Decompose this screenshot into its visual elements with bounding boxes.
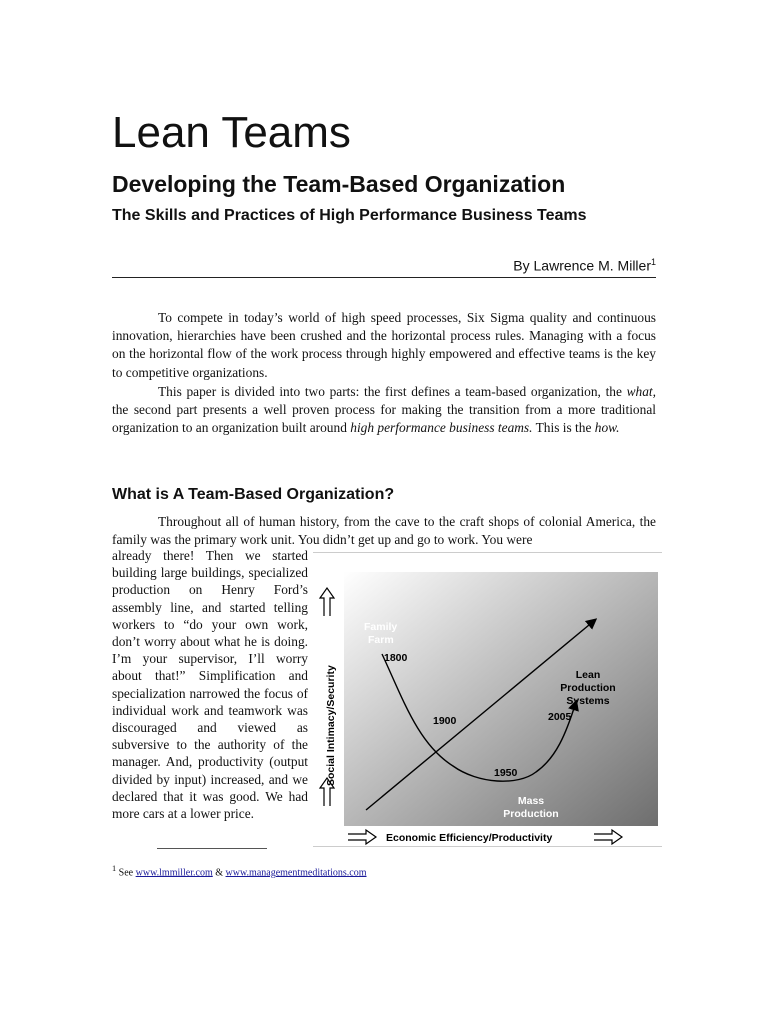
- document-title: Lean Teams: [112, 108, 351, 157]
- label-farm: Farm: [368, 634, 394, 646]
- label-lean: Lean: [575, 669, 601, 681]
- author-name: By Lawrence M. Miller: [513, 257, 651, 274]
- footnote-divider: [157, 848, 267, 849]
- label-production: Production: [560, 682, 616, 694]
- footnote-prefix: See: [118, 867, 134, 879]
- label-mass-production: Production: [503, 808, 559, 820]
- document-subtitle: Developing the Team-Based Organization: [112, 171, 566, 197]
- y-axis-label: Social Intimacy/Security: [325, 665, 337, 786]
- body-full-text: Throughout all of human history, from the cave to the craft shops of colonial America, the family was the primary work unit. You didn’t get up and go to work. You were: [112, 514, 656, 548]
- intro-p2-part-a: This paper is divided into two parts: the first defines a team-based organization, the: [158, 384, 627, 399]
- footnote-link-managementmeditations[interactable]: www.managementmeditations.com: [225, 867, 367, 879]
- footnote: [112, 864, 367, 878]
- body-paragraph-wrapped: already there! Then we started building large buildings, specialized production on Henry Ford’s assembly line, and started telling workers to “do your own work, don’t worry about what he is doing. I’m your supervisor, I’ll worry about that!” Simplification and specialization narrowed the focus of individual work and teamwork was discouraged and viewed as subversive to the authority of the manager. And, productivity (output divided by input) increased, and we declared that it was good. We had more cars at a lower price.: [112, 548, 308, 822]
- author-byline: [513, 257, 656, 274]
- figure-background: [344, 572, 658, 826]
- section-heading: What is A Team-Based Organization?: [112, 486, 395, 503]
- title-divider: [112, 277, 656, 278]
- label-mass: Mass: [517, 795, 545, 807]
- footnote-ampersand: &: [215, 867, 224, 879]
- intro-p2-how: how.: [594, 420, 620, 436]
- intro-p2-what: what,: [626, 384, 656, 399]
- intro-p2-part-b: the second part presents a well proven process for making the transition from a more traditional organization to an organization built around: [112, 402, 656, 436]
- label-systems: Systems: [566, 695, 610, 707]
- footnote-mark: 1: [112, 864, 117, 873]
- intro-p2-part-c: This is the: [532, 420, 595, 436]
- label-1950: 1950: [494, 767, 518, 779]
- document-tagline: The Skills and Practices of High Performance Business Teams: [112, 207, 587, 224]
- intro-paragraph-1: [112, 309, 656, 382]
- label-2005: 2005: [548, 711, 572, 723]
- body-paragraph-full-width: [112, 513, 656, 549]
- team-evolution-figure: [318, 554, 662, 846]
- intro-p1-text: To compete in today’s world of high speed processes, Six Sigma quality and continuous innovation, hierarchies have been crushed and the horizontal process rules. Managing with a focus on the horizontal flow of the work process through highly empowered and effective teams is the key to competitive organizations.: [112, 310, 656, 380]
- intro-paragraph-2: [112, 383, 656, 438]
- label-family: Family: [364, 621, 398, 633]
- label-1900: 1900: [433, 715, 457, 727]
- intro-p2-hpbt: high performance business teams.: [350, 420, 533, 436]
- x-axis-label: Economic Efficiency/Productivity: [386, 832, 553, 844]
- byline-footnote-mark: 1: [650, 257, 656, 267]
- label-1800: 1800: [384, 652, 408, 664]
- footnote-link-lmmiller[interactable]: www.lmmiller.com: [135, 867, 213, 879]
